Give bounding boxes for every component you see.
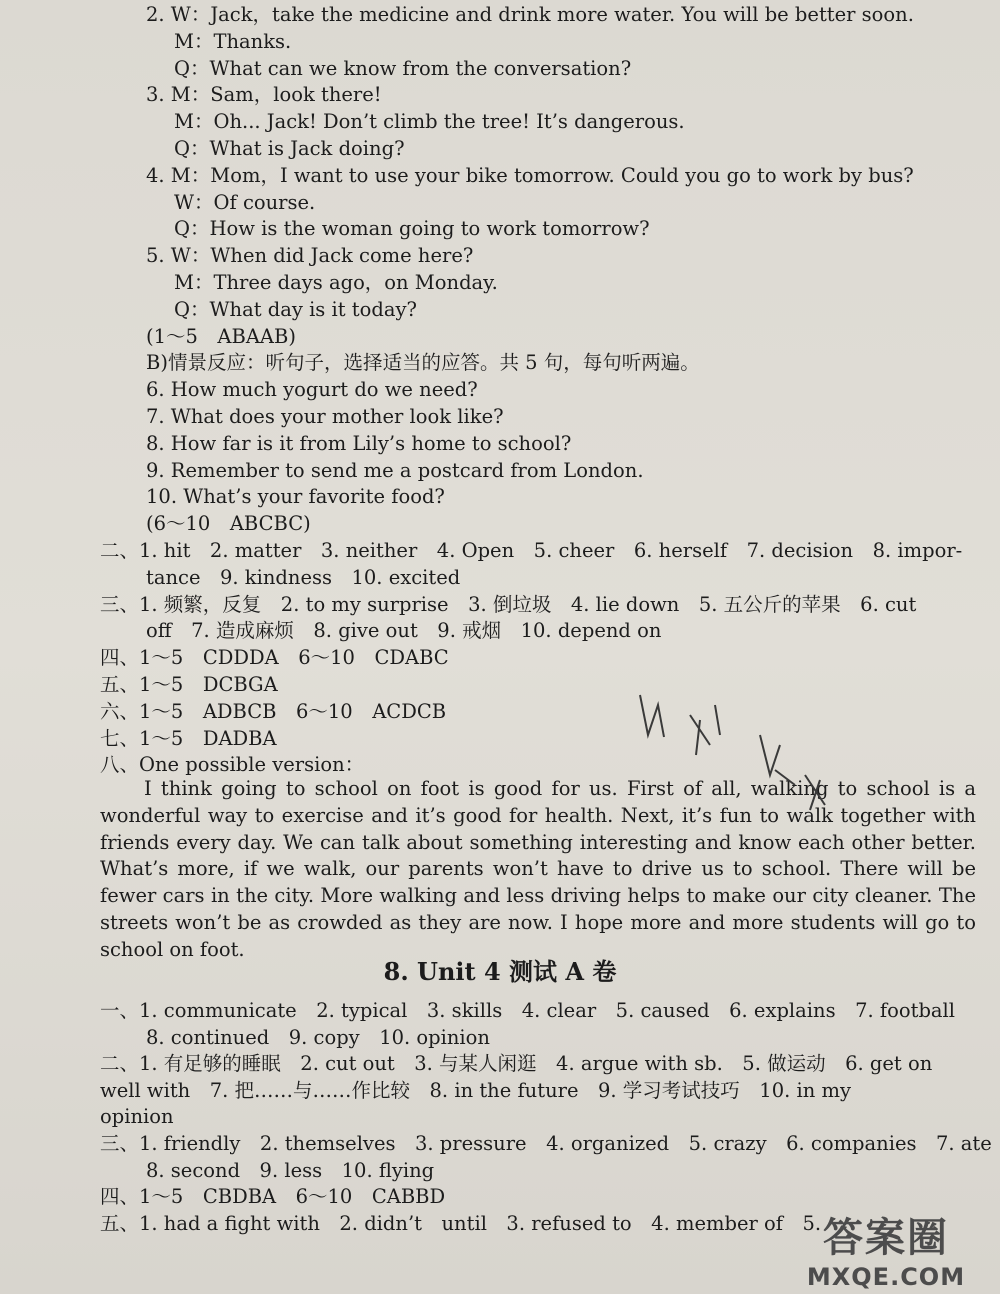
answer-line: 4. M：Mom，I want to use your bike tomorrow. Could you go to work by bus? [146,163,914,187]
answer-line: 8. second 9. less 10. flying [146,1158,435,1182]
answer-line: well with 7. 把……与……作比较 8. in the future 9. 学习考试技巧 10. in my [100,1078,852,1102]
answer-line: 6. How much yogurt do we need? [146,378,478,402]
answer-line: 8. How far is it from Lily’s home to school? [146,431,572,455]
answer-line: 七、1～5 DADBA [100,726,277,750]
answer-line: opinion [100,1105,174,1129]
answer-line: 9. Remember to send me a postcard from London. [146,458,644,482]
sample-essay: I think going to school on foot is good for us. First of all, walking to school is a wonderful way to exercise and it’s good for health. Next, it’s fun to walk together with friends every day. We can talk about something interesting and know each other better. What’s more, if we walk, our parents won’t have to drive us to school. There will be fewer cars in the city. More walking and less driving helps to make our city cleaner. The streets won’t be as crowded as they are now. I hope more and more students will go to school on foot. [100,777,976,961]
answer-line: M：Three days ago，on Monday. [174,271,498,294]
answer-line: 三、1. 频繁，反复 2. to my surprise 3. 倒垃圾 4. lie down 5. 五公斤的苹果 6. cut [100,592,917,616]
answer-line: B)情景反应：听句子，选择适当的应答。共 5 句，每句听两遍。 [146,351,700,375]
answer-line: 7. What does your mother look like? [146,405,504,428]
watermark-logo [786,1206,986,1291]
answer-line: 一、1. communicate 2. typical 3. skills 4. clear 5. caused 6. explains 7. football [100,999,956,1022]
watermark-main: 答案圈 [823,1215,949,1261]
answer-line: 五、1. had a fight with 2. didn’t until 3. refused to 4. member of 5. [100,1211,822,1235]
answer-line: 3. M：Sam，look there! [146,83,382,107]
handwritten-scribble [620,675,850,815]
answer-line: M：Thanks. [174,29,292,53]
answer-line: Q：How is the woman going to work tomorrow? [174,217,650,241]
answer-line: tance 9. kindness 10. excited [146,565,461,589]
answer-line: 二、1. 有足够的睡眠 2. cut out 3. 与某人闲逛 4. argue with sb. 5. 做运动 6. get on [100,1052,933,1076]
answer-line: off 7. 造成麻烦 8. give out 9. 戒烟 10. depend on [146,619,662,643]
answer-line: 5. W：When did Jack come here? [146,244,474,268]
answer-line: Q：What can we know from the conversation? [174,56,632,80]
section-heading: 8. Unit 4 测试 A 卷 [383,957,617,986]
answer-line: Q：What day is it today? [174,297,417,321]
watermark-url: MXQE.COM [806,1263,966,1291]
answer-line: Q：What is Jack doing? [174,137,405,160]
answer-line: 四、1～5 CBDBA 6～10 CABBD [100,1185,446,1209]
answer-line: 五、1～5 DCBGA [100,673,278,696]
answer-line: 四、1～5 CDDDA 6～10 CDABC [100,646,449,670]
answer-line: (6～10 ABCBC) [146,512,311,536]
answer-line: (1～5 ABAAB) [146,324,296,348]
answer-line: 二、1. hit 2. matter 3. neither 4. Open 5. cheer 6. herself 7. decision 8. impor- [100,539,963,562]
answer-line: 10. What’s your favorite food? [146,485,445,509]
answer-line: 八、One possible version： [100,753,365,777]
answer-line: 三、1. friendly 2. themselves 3. pressure 4. organized 5. crazy 6. companies 7. ate [100,1132,992,1155]
answer-line: M：Oh... Jack! Don’t climb the tree! It’s dangerous. [174,110,685,134]
answer-line: 六、1～5 ADBCB 6～10 ACDCB [100,699,447,723]
answer-line: W：Of course. [174,190,316,214]
answer-line: 8. continued 9. copy 10. opinion [146,1025,490,1049]
answer-line: 2. W：Jack，take the medicine and drink more water. You will be better soon. [146,3,914,26]
